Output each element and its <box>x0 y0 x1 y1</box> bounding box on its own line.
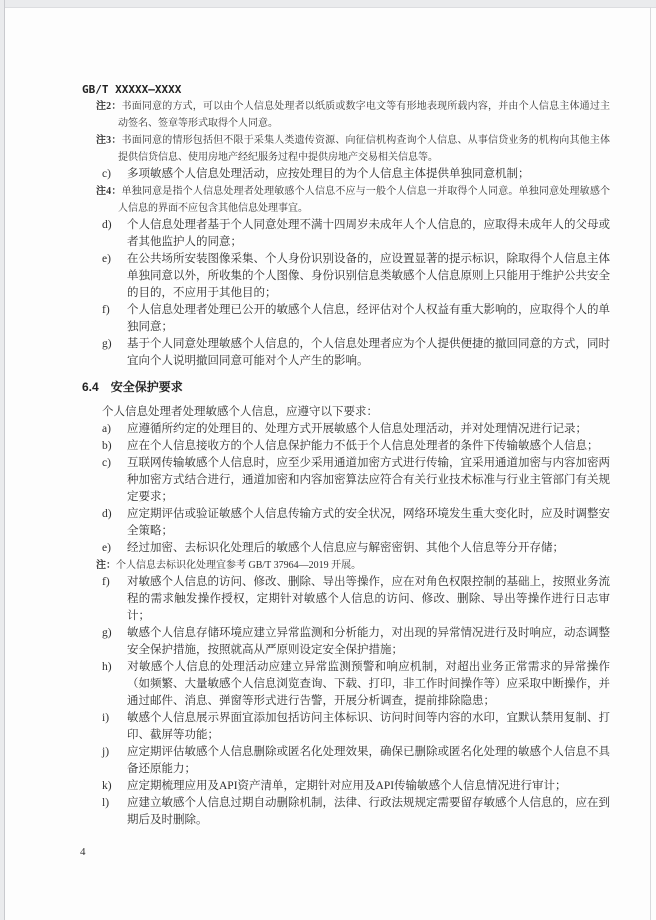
list-item-label: c) <box>102 168 111 180</box>
list-item-label: d) <box>102 219 112 231</box>
scan-left-margin <box>0 0 5 920</box>
note-block <box>96 183 611 217</box>
list-item-label: a) <box>102 423 111 435</box>
list-item-text: 个人信息处理者处理已公开的敏感个人信息，经评估对个人权益有重大影响的，应取得个人的单独同意； <box>127 304 610 333</box>
list-item-text: 应定期评估敏感个人信息删除或匿名化处理效果，确保已删除或匿名化处理的敏感个人信息不具备还原能力； <box>127 746 610 775</box>
list-item-text: 个人信息处理者基于个人同意处理不满十四周岁未成年人个人信息的，应取得未成年人的父母或者其他监护人的同意； <box>127 219 610 248</box>
document-body <box>82 98 610 829</box>
page-right-border <box>650 7 651 920</box>
list-item-text: 对敏感个人信息的访问、修改、删除、导出等操作，应在对角色权限控制的基础上，按照业务流程的需求触发操作授权，定期针对敏感个人信息的访问、修改、删除、导出等操作进行日志审计； <box>127 576 610 622</box>
list-item <box>102 540 610 557</box>
list-item-text: 应在个人信息接收方的个人信息保护能力不低于个人信息处理者的条件下传输敏感个人信息； <box>127 440 599 452</box>
list-item-label: f) <box>102 576 110 588</box>
list-item-text: 基于个人同意处理敏感个人信息的，个人信息处理者应为个人提供便捷的撤回同意的方式，同时宜向个人说明撤回同意可能对个人产生的影响。 <box>127 338 610 367</box>
section-title: 安全保护要求 <box>110 380 183 394</box>
list-item-label: k) <box>102 780 112 792</box>
note-block <box>96 98 611 132</box>
note-text: 个人信息去标识化处理宜参考 GB/T 37964—2019 开展。 <box>116 560 362 571</box>
list-item-label: d) <box>102 508 112 520</box>
list-item <box>102 710 610 744</box>
list-item <box>102 625 610 659</box>
list-item <box>102 574 610 625</box>
list-item-label: e) <box>102 253 111 265</box>
section-heading <box>82 379 610 396</box>
list-item <box>102 217 610 251</box>
list-item-text: 敏感个人信息存储环境应建立异常监测和分析能力，对出现的异常情况进行及时响应，动态调整安全保护措施，按照就高从严原则设定安全保护措施； <box>127 627 610 656</box>
page-content <box>82 81 610 829</box>
list-item-text: 应定期梳理应用及API资产清单，定期针对应用及API传输敏感个人信息情况进行审计； <box>127 780 567 792</box>
list-item <box>102 506 610 540</box>
list-item <box>102 744 610 778</box>
note-label: 注2： <box>96 101 122 112</box>
note-label: 注4： <box>96 186 122 197</box>
paragraph-text: 个人信息处理者处理敏感个人信息，应遵守以下要求： <box>102 406 378 418</box>
list-item-text: 互联网传输敏感个人信息时，应至少采用通道加密方式进行传输，宜采用通道加密与内容加密两种加密方式结合进行，通道加密和内容加密算法应符合有关行业技术标准与行业主管部门有关规定要求； <box>127 457 610 503</box>
scan-top-margin <box>0 0 656 8</box>
page-number: 4 <box>80 846 86 858</box>
list-item-text: 应建立敏感个人信息过期自动删除机制，法律、行政法规规定需要留存敏感个人信息的，应在到期后及时删除。 <box>127 797 610 826</box>
list-item-text: 经过加密、去标识化处理后的敏感个人信息应与解密密钥、其他个人信息等分开存储； <box>127 542 564 554</box>
list-item-text: 敏感个人信息展示界面宜添加包括访问主体标识、访问时间等内容的水印，宜默认禁用复制、打印、截屏等功能； <box>127 712 610 741</box>
list-item-label: f) <box>102 304 110 316</box>
note-text: 书面同意的情形包括但不限于采集人类遗传资源、向征信机构查询个人信息、从事信贷业务的机构向其他主体提供信贷信息、使用房地产经纪服务过程中提供房地产交易相关信息等。 <box>118 135 611 163</box>
list-item-text: 对敏感个人信息的处理活动应建立异常监测预警和响应机制，对超出业务正常需求的异常操作（如频繁、大量敏感个人信息浏览查询、下载、打印，非工作时间操作等）应采取中断操作，并通过邮件、消息、弹窗等形式进行告警，开展分析调查，提前排除隐患； <box>127 661 610 707</box>
section-number: 6.4 <box>82 380 99 394</box>
list-item <box>102 778 610 795</box>
list-item-label: l) <box>102 797 110 809</box>
list-item <box>102 251 610 302</box>
list-item-text: 多项敏感个人信息处理活动，应按处理目的为个人信息主体提供单独同意机制； <box>127 168 530 180</box>
list-item-label: g) <box>102 627 112 639</box>
list-item <box>102 302 610 336</box>
list-item <box>102 795 610 829</box>
note-label: 注3： <box>96 135 122 146</box>
list-item-text: 在公共场所安装图像采集、个人身份识别设备的，应设置显著的提示标识，除取得个人信息主体单独同意以外，所收集的个人图像、身份识别信息类敏感个人信息原则上只能用于维护公共安全的目的，不应用于其他目的； <box>127 253 610 299</box>
list-item-text: 应遵循所约定的处理目的、处理方式开展敏感个人信息处理活动，并对处理情况进行记录； <box>127 423 587 435</box>
note-text: 单独同意是指个人信息处理者处理敏感个人信息不应与一般个人信息一并取得个人同意。单独同意处理敏感个人信息的界面不应包含其他信息处理事宜。 <box>118 186 611 214</box>
note-block <box>96 132 611 166</box>
note-label: 注： <box>96 560 116 571</box>
list-item-label: c) <box>102 457 111 469</box>
list-item <box>102 166 610 183</box>
list-item-label: e) <box>102 542 111 554</box>
list-item <box>102 438 610 455</box>
list-item <box>102 659 610 710</box>
note-block <box>96 557 610 574</box>
standard-number-header: GB/T XXXXX—XXXX <box>82 83 182 96</box>
list-item <box>102 421 610 438</box>
list-item <box>102 455 610 506</box>
list-item <box>102 336 610 370</box>
list-item-label: j) <box>102 746 110 758</box>
list-item-text: 应定期评估或验证敏感个人信息传输方式的安全状况，网络环境发生重大变化时，应及时调整安全策略； <box>127 508 610 537</box>
intro-paragraph <box>102 404 610 421</box>
list-item-label: b) <box>102 440 112 452</box>
list-item-label: i) <box>102 712 110 724</box>
list-item-label: g) <box>102 338 112 350</box>
list-item-label: h) <box>102 661 112 673</box>
note-text: 书面同意的方式，可以由个人信息处理者以纸质或数字电文等有形地表现所载内容，并由个人信息主体通过主动签名、签章等形式取得个人同意。 <box>118 101 611 129</box>
